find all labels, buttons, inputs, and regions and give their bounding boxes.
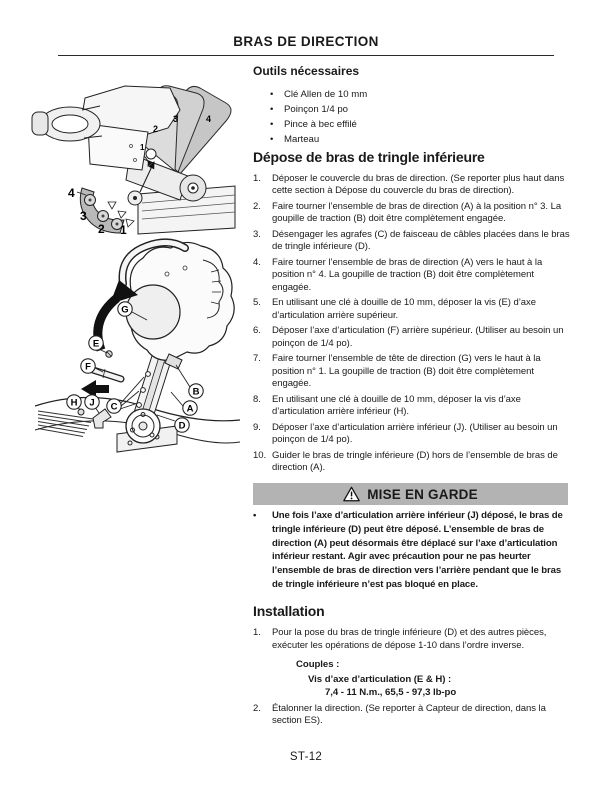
callout-A: A bbox=[186, 403, 194, 415]
list-item bbox=[253, 325, 571, 350]
position-pointer-label: 1 bbox=[140, 143, 145, 152]
list-item bbox=[253, 353, 571, 390]
section-heading-removal: Dépose de bras de tringle inférieure bbox=[253, 149, 485, 165]
list-item bbox=[253, 102, 571, 117]
pivot-wheel bbox=[180, 175, 206, 201]
step-number: 2. bbox=[253, 702, 261, 714]
callout-H: H bbox=[70, 397, 78, 409]
step-text: Déposer le couvercle du bras de direction. (Se reporter plus haut dans cette section à Dépose du couvercle du bras de direction). bbox=[272, 173, 565, 197]
ghost-label-2: 2 bbox=[153, 124, 159, 134]
detent-hole bbox=[146, 149, 156, 159]
detent-label-3: 3 bbox=[80, 209, 87, 223]
tool-label: Poinçon 1/4 po bbox=[284, 104, 349, 115]
list-item bbox=[253, 703, 571, 729]
callout-J: J bbox=[89, 397, 95, 409]
list-item bbox=[253, 450, 571, 475]
step-text: Guider le bras de tringle inférieure (D) hors de l’ensemble de bras de direction (A). bbox=[272, 449, 558, 474]
list-item bbox=[253, 257, 571, 294]
torque-spec-name: Vis d’axe d’articulation (E & H) : bbox=[308, 673, 452, 685]
list-item bbox=[253, 201, 571, 226]
callout-F: F bbox=[85, 361, 91, 373]
ghost-label-4: 4 bbox=[206, 114, 212, 124]
step-number: 9. bbox=[253, 421, 261, 433]
figure-steering-assembly bbox=[35, 238, 240, 478]
warning-banner bbox=[253, 483, 568, 505]
callout-C: C bbox=[110, 401, 118, 413]
step-text: Déposer l’axe d’articulation (F) arrière supérieur. (Utiliser au besoin un poinçon de 1/4 po). bbox=[272, 325, 564, 349]
detent-label-4: 4 bbox=[68, 186, 75, 200]
list-item bbox=[253, 627, 571, 653]
torque-label: Couples : bbox=[296, 658, 340, 670]
step-text: En utilisant une clé à douille de 10 mm, déposer la vis d’axe d’articulation arrière inférieur (H). bbox=[272, 393, 521, 418]
detent-washer bbox=[128, 191, 142, 205]
bullet-icon: • bbox=[270, 104, 274, 115]
tools-heading: Outils nécessaires bbox=[253, 64, 360, 78]
warning-note bbox=[253, 509, 571, 592]
steering-head bbox=[123, 242, 235, 360]
tool-label: Clé Allen de 10 mm bbox=[284, 89, 368, 100]
removal-steps bbox=[253, 173, 571, 478]
list-item bbox=[253, 87, 571, 102]
step-number: 5. bbox=[253, 297, 261, 309]
header-rule bbox=[58, 55, 554, 56]
step-number: 4. bbox=[253, 257, 261, 268]
tools-section bbox=[253, 64, 571, 147]
tool-label: Marteau bbox=[284, 134, 320, 145]
warning-text: Une fois l’axe d’articulation arrière inférieur (J) déposé, le bras de tringle inférieure (D) peut être déposé. L’ensemble de bras de direction (A) peut désormais être déplacé sur l’axe d’articulation inférieur restant. Agir avec précaution pour ne pas heurter l’ensemble de bras de direction vers l’arrière pendant que le bras de tringle inférieure n’est pas bloqué en place. bbox=[272, 510, 563, 590]
step-text: Faire tourner l’ensemble de bras de direction (A) vers le haut à la position n° 4. La goupille de traction (B) doit être complètement engagée. bbox=[272, 257, 543, 293]
step-number: 1. bbox=[253, 627, 261, 638]
torque-spec bbox=[253, 658, 571, 699]
section-heading-installation: Installation bbox=[253, 603, 325, 619]
list-item bbox=[253, 394, 571, 419]
list-item bbox=[253, 297, 571, 322]
pivot-screw bbox=[106, 351, 112, 357]
list-item bbox=[253, 117, 571, 132]
page-number: ST-12 bbox=[289, 751, 323, 763]
callout-B: B bbox=[192, 386, 200, 398]
list-item bbox=[253, 132, 571, 147]
list-item bbox=[253, 422, 571, 447]
pivot-pin bbox=[93, 369, 121, 379]
detent-label-1: 1 bbox=[120, 223, 127, 237]
callout-E: E bbox=[92, 338, 100, 350]
bullet-icon: • bbox=[270, 119, 274, 130]
bullet-icon: • bbox=[253, 510, 257, 521]
pivot-disc bbox=[126, 409, 160, 443]
lower-pivot-pin bbox=[93, 409, 111, 428]
step-text: Faire tourner l’ensemble de bras de direction (A) à la position n° 3. La goupille de traction (B) doit être complètement engagée. bbox=[272, 201, 562, 225]
torque-spec-value: 7,4 - 11 N.m., 65,5 - 97,3 lb-po bbox=[325, 686, 457, 698]
page-title: BRAS DE DIRECTION bbox=[233, 34, 379, 49]
step-number: 10. bbox=[253, 449, 267, 461]
installation-steps bbox=[253, 627, 571, 728]
step-text: Désengager les agrafes (C) de faisceau de câbles placées dans le bras de tringle inférieure (D). bbox=[272, 229, 570, 253]
step-text: En utilisant une clé à douille de 10 mm, déposer la vis (E) d’axe d’articulation arrière supérieur. bbox=[272, 297, 536, 321]
step-number: 3. bbox=[253, 229, 261, 240]
warning-title: MISE EN GARDE bbox=[367, 486, 478, 502]
detent-label-2: 2 bbox=[98, 222, 105, 236]
step-text: Faire tourner l’ensemble de tête de direction (G) vers le haut à la position n° 1. La goupille de traction (B) doit être complètement engagée. bbox=[272, 353, 541, 390]
step-number: 2. bbox=[253, 201, 261, 212]
tool-label: Pince à bec effilé bbox=[284, 119, 357, 130]
bullet-icon: • bbox=[270, 89, 274, 100]
step-number: 8. bbox=[253, 393, 261, 405]
lower-screw bbox=[78, 409, 84, 415]
step-text: Étalonner la direction. (Se reporter à Capteur de direction, dans la section ES). bbox=[272, 702, 546, 727]
warning-triangle-icon bbox=[343, 486, 360, 502]
callout-G: G bbox=[121, 304, 129, 316]
figure-steering-positions bbox=[30, 76, 240, 238]
callout-D: D bbox=[178, 420, 186, 432]
ghost-label-3: 3 bbox=[173, 114, 179, 124]
step-number: 6. bbox=[253, 325, 261, 337]
step-number: 1. bbox=[253, 173, 261, 184]
list-item bbox=[253, 229, 571, 254]
step-number: 7. bbox=[253, 353, 261, 365]
list-item bbox=[253, 173, 571, 198]
step-text: Déposer l’axe d’articulation arrière inférieur (J). (Utiliser au besoin un poinçon de 1/4 po). bbox=[272, 421, 558, 446]
bullet-icon: • bbox=[270, 134, 274, 145]
step-text: Pour la pose du bras de tringle inférieure (D) et des autres pièces, exécuter les opérations de dépose 1-10 dans l’ordre inverse. bbox=[272, 627, 547, 651]
